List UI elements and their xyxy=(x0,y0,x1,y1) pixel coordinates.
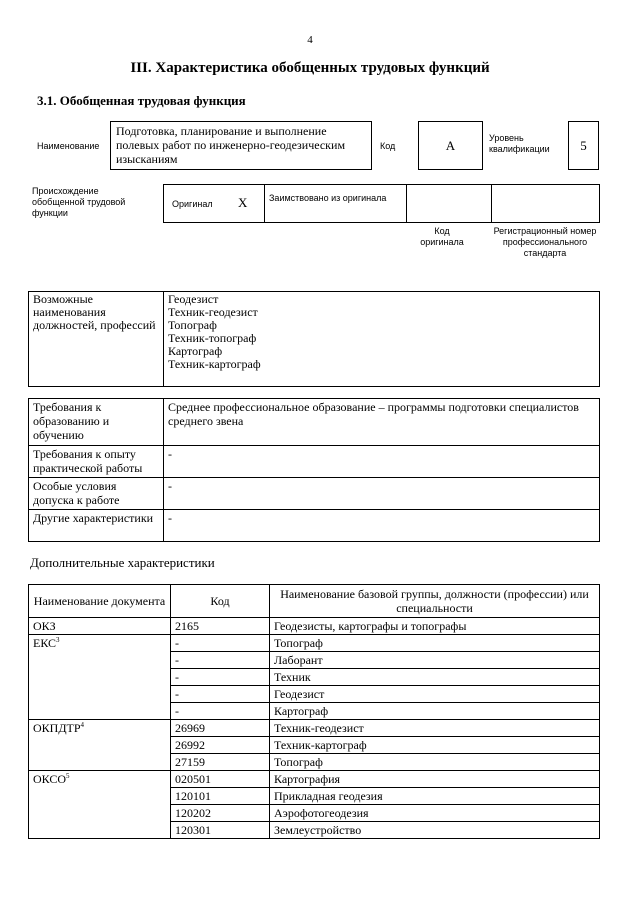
code-original-caption: Код оригинала xyxy=(420,226,464,247)
code-cell: 26992 xyxy=(171,737,270,754)
name-cell: Картограф xyxy=(270,703,600,720)
name-cell: Геодезисты, картографы и топографы xyxy=(270,618,600,635)
req-education-value: Среднее профессиональное образование – программы подготовки специалистов среднего звена xyxy=(164,399,600,446)
position-item: Картограф xyxy=(168,344,223,358)
code-cell: 120101 xyxy=(171,788,270,805)
section-title: III. Характеристика обобщенных трудовых функций xyxy=(130,60,490,76)
name-cell: Топограф xyxy=(270,754,600,771)
additional-title: Дополнительные характеристики xyxy=(30,555,215,570)
positions-table xyxy=(28,291,600,387)
name-cell: Техник xyxy=(270,669,600,686)
name-cell: Техник-картограф xyxy=(270,737,600,754)
borrowed-label: Заимствовано из оригинала xyxy=(269,193,387,203)
name-cell: Землеустройство xyxy=(270,822,600,839)
req-conditions-label: Особые условия допуска к работе xyxy=(29,478,164,510)
code-cell: 27159 xyxy=(171,754,270,771)
name-cell: Прикладная геодезия xyxy=(270,788,600,805)
header-doc: Наименование документа xyxy=(29,585,171,618)
level-label: Уровень квалификации xyxy=(489,133,550,154)
position-item: Техник-геодезист xyxy=(168,305,258,319)
name-label: Наименование xyxy=(37,141,100,151)
page-number: 4 xyxy=(307,34,313,46)
function-name-box xyxy=(110,121,372,170)
code-cell: 2165 xyxy=(171,618,270,635)
req-other-value: - xyxy=(164,510,600,542)
name-cell: Аэрофотогеодезия xyxy=(270,805,600,822)
table-row xyxy=(29,720,600,737)
origin-box xyxy=(163,184,600,223)
name-cell: Лаборант xyxy=(270,652,600,669)
function-name: Подготовка, планирование и выполнение полевых работ по инженерно-геодезическим изысканиям xyxy=(116,124,346,166)
header-name: Наименование базовой группы, должности (профессии) или специальности xyxy=(270,585,600,618)
origin-label: Происхождение обобщенной трудовой функции xyxy=(32,186,126,218)
position-item: Геодезист xyxy=(168,292,219,306)
position-item: Техник-картограф xyxy=(168,357,261,371)
code-value-box xyxy=(418,121,483,170)
name-cell: Геодезист xyxy=(270,686,600,703)
doc-okz: ОКЗ xyxy=(29,618,171,635)
doc-eks: ЕКС$^3$ xyxy=(29,635,171,720)
code-cell: - xyxy=(171,703,270,720)
table-row xyxy=(29,771,600,788)
name-cell: Картография xyxy=(270,771,600,788)
code-cell: 020501 xyxy=(171,771,270,788)
code-value: А xyxy=(445,138,456,153)
original-label: Оригинал xyxy=(172,199,213,209)
name-cell: Топограф xyxy=(270,635,600,652)
positions-label: Возможные наименования должностей, профессий xyxy=(29,292,164,387)
code-cell: 26969 xyxy=(171,720,270,737)
level-value-box xyxy=(568,121,599,170)
req-experience-label: Требования к опыту практической работы xyxy=(29,446,164,478)
code-cell: - xyxy=(171,669,270,686)
table-row xyxy=(29,635,600,652)
req-other-label: Другие характеристики xyxy=(29,510,164,542)
additional-table xyxy=(28,584,600,839)
code-cell: 120301 xyxy=(171,822,270,839)
code-cell: 120202 xyxy=(171,805,270,822)
position-item: Техник-топограф xyxy=(168,331,257,345)
code-label: Код xyxy=(380,141,396,151)
code-cell: - xyxy=(171,686,270,703)
original-mark: X xyxy=(238,195,248,210)
requirements-table xyxy=(28,398,600,542)
req-conditions-value: - xyxy=(164,478,600,510)
doc-okpdtr: ОКПДТР$^4$ xyxy=(29,720,171,771)
position-item: Топограф xyxy=(168,318,217,332)
reg-number-caption: Регистрационный номер профессионального стандарта xyxy=(493,226,597,258)
code-cell: - xyxy=(171,635,270,652)
header-code: Код xyxy=(171,585,270,618)
name-cell: Техник-геодезист xyxy=(270,720,600,737)
subsection-title: 3.1. Обобщенная трудовая функция xyxy=(37,93,246,108)
req-education-label: Требования к образованию и обучению xyxy=(29,399,164,446)
positions-list xyxy=(164,292,600,387)
code-cell: - xyxy=(171,652,270,669)
table-row xyxy=(29,618,600,635)
req-experience-value: - xyxy=(164,446,600,478)
doc-okso: ОКСО$^5$ xyxy=(29,771,171,839)
level-value: 5 xyxy=(580,138,587,153)
